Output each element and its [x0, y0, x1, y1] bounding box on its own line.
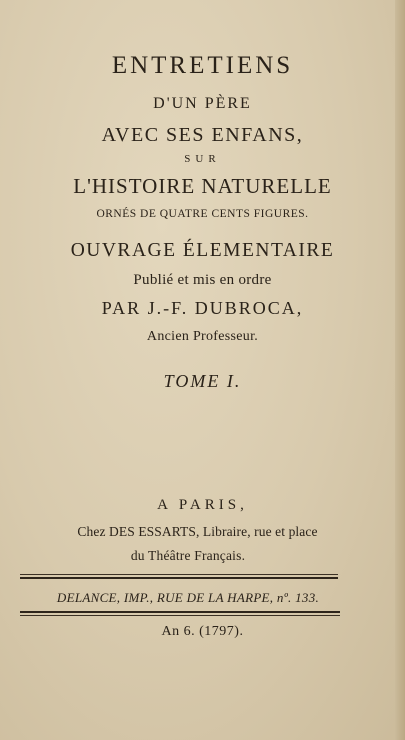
rule-thin-line — [20, 574, 338, 575]
volume-label: TOME I. — [163, 371, 242, 391]
imprint-city: A PARIS, — [157, 497, 248, 513]
subtitle-sur: SUR — [184, 153, 221, 165]
published-note: Publié et mis en ordre — [133, 272, 272, 288]
imprint-printer: DELANCE, IMP., RUE DE LA HARPE, nº. 133. — [56, 590, 320, 605]
work-type: OUVRAGE ÉLEMENTAIRE — [70, 240, 335, 261]
imprint-publisher-line-1: Chez DES ESSARTS, Libraire, rue et place — [77, 524, 318, 539]
imprint-date: An 6. (1797). — [161, 624, 244, 639]
subject-line: L'HISTOIRE NATURELLE — [73, 174, 332, 198]
rule-thick-line — [20, 611, 340, 613]
author-title: Ancien Professeur. — [146, 329, 259, 344]
author-line: PAR J.-F. DUBROCA, — [101, 298, 304, 318]
rule-thin-line — [20, 615, 340, 616]
double-rule-bottom — [20, 611, 340, 617]
subtitle-line-2: AVEC SES ENFANS, — [101, 124, 304, 146]
imprint-publisher-line-2: du Théâtre Français. — [130, 548, 246, 563]
double-rule-top — [20, 574, 338, 580]
subtitle-line-1: D'UN PÈRE — [153, 95, 252, 112]
rule-thick-line — [20, 577, 338, 579]
book-title: ENTRETIENS — [111, 52, 294, 79]
illustrations-note: ORNÉS DE QUATRE CENTS FIGURES. — [96, 208, 309, 220]
